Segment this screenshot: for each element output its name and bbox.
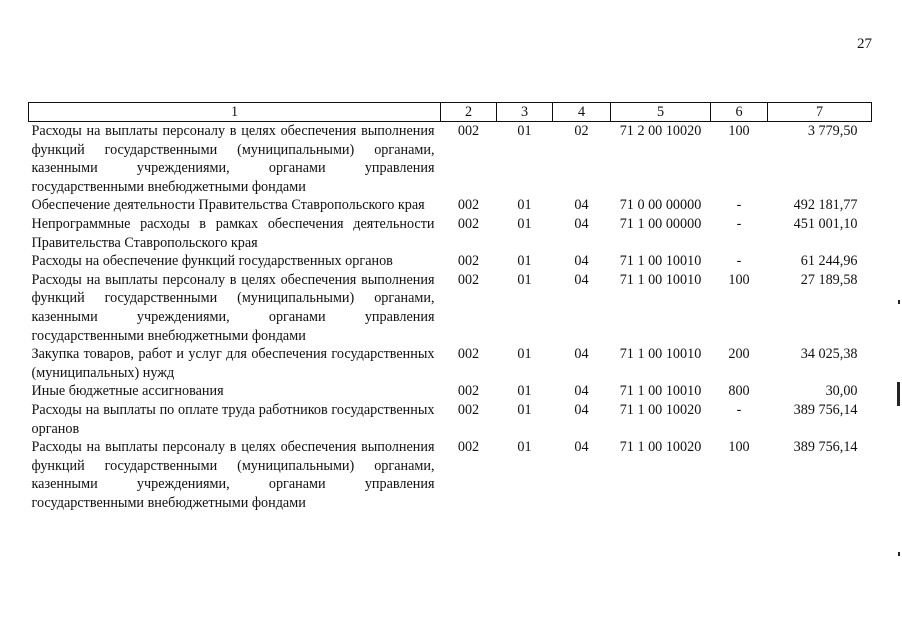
row-subsection-code: 04 [574,401,589,418]
row-name: Иные бюджетные ассигнования [31,383,224,400]
row-subsection-code: 04 [574,215,589,232]
row-name: Расходы на выплаты персоналу в целях обеспечения выполнения функций государственными (муниципальными) органами, казенными учреждениями, органами управления государственными внебюджетными фондами [31,271,435,344]
header-col-6: 6 [711,103,768,122]
row-section-code: 01 [517,123,532,139]
header-row [29,103,872,122]
header-col-3: 3 [497,103,553,122]
row-expense-type: - [736,253,742,270]
row-expense-type: 100 [728,271,750,288]
row-subsection-code: 04 [574,253,589,270]
header-col-5: 5 [611,103,711,122]
row-amount: 3 779,50 [807,123,858,139]
table-row [29,271,872,345]
row-name: Обеспечение деятельности Правительства Ставропольского края [31,197,425,214]
row-subsection-code: 04 [574,197,589,214]
table-row [29,196,872,215]
row-amount: 389 756,14 [793,401,858,418]
row-section-code: 01 [517,215,532,232]
row-expense-type: 100 [728,439,750,456]
row-ministry-code: 002 [457,346,480,363]
header-col-1: 1 [29,103,441,122]
row-expense-type: - [736,197,742,214]
row-target-code: 71 1 00 10020 [619,439,702,456]
row-ministry-code: 002 [457,253,480,270]
row-subsection-code: 02 [574,123,589,139]
row-ministry-code: 002 [457,215,480,232]
row-target-code: 71 1 00 00000 [619,215,702,232]
row-ministry-code: 002 [457,123,480,139]
table-row [29,382,872,401]
row-section-code: 01 [517,439,532,456]
row-name: Расходы на выплаты персоналу в целях обеспечения выполнения функций государственными (муниципальными) органами, казенными учреждениями, органами управления государственными внебюджетными фондами [31,439,435,511]
row-section-code: 01 [517,346,532,363]
row-target-code: 71 1 00 10010 [619,346,702,363]
row-section-code: 01 [517,197,532,214]
row-subsection-code: 04 [574,383,589,400]
scan-edge-mark [898,300,900,304]
table-row [29,438,872,512]
row-amount: 30,00 [825,383,858,400]
row-target-code: 71 1 00 10010 [619,253,702,270]
row-subsection-code: 04 [574,346,589,363]
row-ministry-code: 002 [457,197,480,214]
row-section-code: 01 [517,383,532,400]
table-row [29,252,872,271]
row-target-code: 71 0 00 00000 [619,197,702,214]
page-number: 27 [857,36,872,52]
row-name: Расходы на выплаты персоналу в целях обеспечения выполнения функций государственными (муниципальными) органами, казенными учреждениями, органами управления государственными внебюджетными фондами [31,123,435,195]
header-col-7: 7 [768,103,872,122]
row-expense-type: 100 [728,123,750,139]
header-col-4: 4 [553,103,611,122]
row-ministry-code: 002 [457,271,480,288]
row-target-code: 71 1 00 10020 [619,401,702,418]
row-expense-type: - [736,401,742,418]
scan-edge-mark [897,382,900,406]
row-target-code: 71 2 00 10020 [619,123,702,139]
table-header [29,103,872,122]
row-target-code: 71 1 00 10010 [619,383,702,400]
table-body [29,122,872,513]
row-amount: 389 756,14 [793,439,858,456]
row-target-code: 71 1 00 10010 [619,271,702,288]
table-row [29,122,872,197]
table-row [29,215,872,252]
row-amount: 492 181,77 [793,197,858,214]
scan-edge-mark [898,552,900,556]
budget-table [28,102,872,512]
row-ministry-code: 002 [457,439,480,456]
row-amount: 451 001,10 [793,215,858,232]
row-section-code: 01 [517,401,532,418]
row-section-code: 01 [517,253,532,270]
row-ministry-code: 002 [457,401,480,418]
table-row [29,401,872,438]
row-name: Закупка товаров, работ и услуг для обеспечения государственных (муниципальных) нужд [31,346,435,381]
header-col-2: 2 [441,103,497,122]
row-name: Расходы на обеспечение функций государственных органов [31,253,393,270]
row-expense-type: 200 [728,346,750,363]
row-amount: 61 244,96 [800,253,858,270]
row-amount: 34 025,38 [800,346,858,363]
row-section-code: 01 [517,271,532,288]
row-name: Непрограммные расходы в рамках обеспечения деятельности Правительства Ставропольского края [31,215,435,251]
row-ministry-code: 002 [457,383,480,400]
row-expense-type: 800 [728,383,750,400]
row-expense-type: - [736,215,742,232]
table-row [29,345,872,382]
row-amount: 27 189,58 [800,271,858,288]
row-subsection-code: 04 [574,271,589,288]
row-name: Расходы на выплаты по оплате труда работников государственных органов [31,401,435,437]
row-subsection-code: 04 [574,439,589,456]
